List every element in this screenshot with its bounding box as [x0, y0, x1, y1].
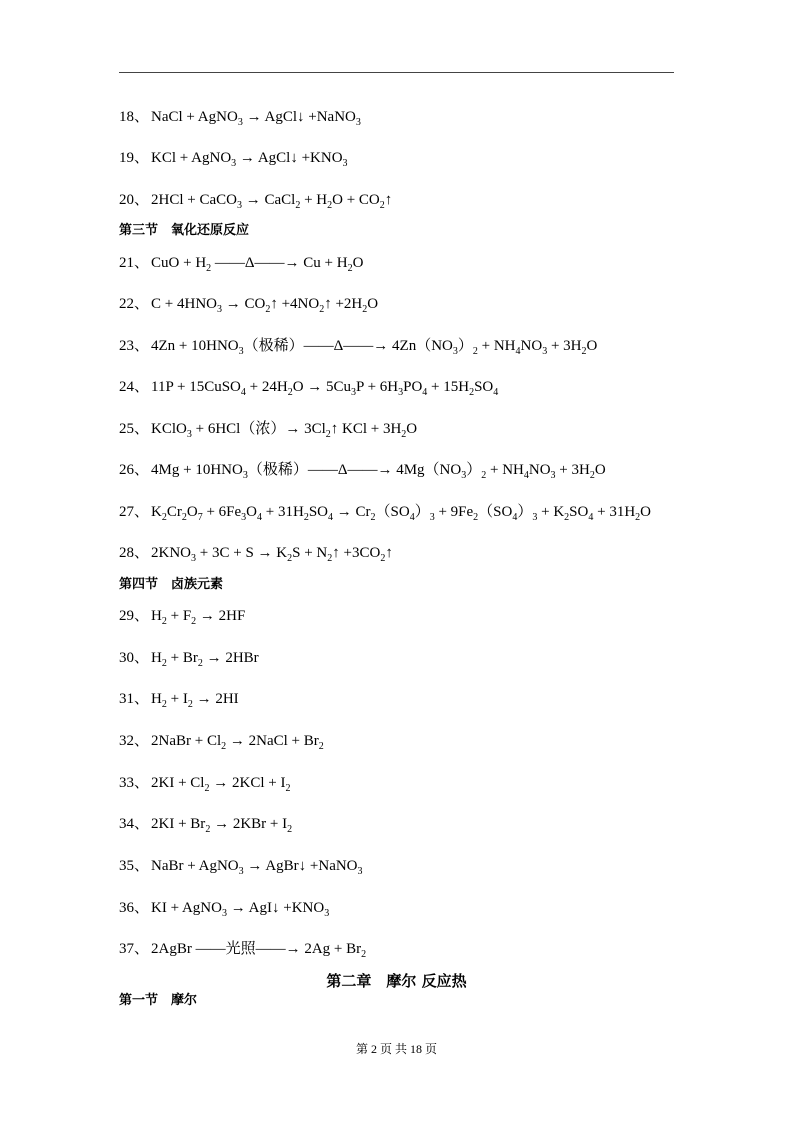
- section-heading-4: 第四节 卤族元素: [119, 577, 224, 592]
- reaction-22: 22、 $C + 4HNO_3$ → $CO_2↑$ $+4NO_2↑ +2H_2O$: [119, 296, 379, 315]
- equation: $2KNO_3 + 3C + S \to K_2S$ + $N_2↑$ $+3CO_2↑$: [151, 545, 393, 564]
- reaction-23: 23、 $4Zn + 10HNO_3$（极稀）——Δ——→ $4Zn(NO_3)_2 + NH_4NO_3 + 3H_2O$: [119, 338, 598, 357]
- section-heading-3: 第三节 氧化还原反应: [119, 223, 250, 238]
- equation: $H_2 + F_2 \to 2HF$: [151, 608, 246, 627]
- equation: $4Zn + 10HNO_3$（极稀）——Δ——→ $4Zn(NO_3)_2 + NH_4NO_3 + 3H_2O$: [151, 338, 598, 357]
- equation: $2KI + Cl_2 \to 2KCl + I_2$: [151, 775, 291, 794]
- equation: NaBr + AgNO$_3$ → AgBr↓ +NaNO$_3$: [151, 858, 363, 877]
- equation: $H_2 + Br_2 \to 2HBr$: [151, 650, 259, 669]
- reaction-24: 24、 11P + 15CuSO$_4$ + $24H_2O \to 5Cu_3P + 6H_3PO_4 + 15H_2SO_4$: [119, 379, 499, 398]
- equation: $2KI + Br_2 \to 2KBr + I_2$: [151, 816, 293, 835]
- equation: KI + AgNO$_3$ → AgI↓ $+KNO_3$: [151, 900, 330, 919]
- reaction-19: 19、 KCl + AgNO$_3$ → AgCl↓ $+KNO_3$: [119, 150, 348, 169]
- reaction-21: 21、 CuO + $H_2$ ——Δ——→ $Cu + H_2O$: [119, 255, 364, 274]
- section-heading-c2s1: 第一节 摩尔: [119, 993, 198, 1008]
- equation: 2NaBr + $Cl_2$ → 2NaCl + $Br_2$: [151, 733, 324, 752]
- reaction-36: 36、 KI + AgNO$_3$ → AgI↓ $+KNO_3$: [119, 900, 330, 919]
- equation: $H_2 + I_2 \to 2HI$: [151, 691, 239, 710]
- reaction-26: 26、 $4Mg + 10HNO_3$（极稀）——Δ——→ $4Mg(NO_3)_2 + NH_4NO_3 + 3H_2O$: [119, 462, 606, 481]
- equation: $C + 4HNO_3$ → $CO_2↑$ $+4NO_2↑ +2H_2O$: [151, 296, 379, 315]
- reaction-20: 20、 2HCl + CaCO$_3$ → CaCl$_2$ + $H_2O$ + $CO_2↑$: [119, 192, 393, 211]
- equation: $K_2Cr_2O_7 + 6Fe_3O_4 + 31H_2SO_4 \to Cr_2(SO_4)_3 + 9Fe_2(SO_4)_3 + K_2SO_4 + 31H_2O$: [151, 504, 651, 523]
- page-footer: 第 2 页 共 18 页: [355, 1042, 437, 1056]
- reaction-35: 35、 NaBr + AgNO$_3$ → AgBr↓ +NaNO$_3$: [119, 858, 363, 877]
- equation: $4Mg + 10HNO_3$（极稀）——Δ——→ $4Mg(NO_3)_2 + NH_4NO_3 + 3H_2O$: [151, 462, 606, 481]
- header-rule: [119, 72, 674, 73]
- chapter-title: 第二章 摩尔 反应热: [326, 972, 467, 990]
- reaction-30: 30、 $H_2 + Br_2 \to 2HBr$: [119, 650, 259, 669]
- reaction-18: 18、 NaCl + AgNO$_3$ → AgCl↓ +NaNO$_3$: [119, 109, 361, 128]
- reaction-29: 29、 $H_2 + F_2 \to 2HF$: [119, 608, 246, 627]
- reaction-33: 33、 $2KI + Cl_2 \to 2KCl + I_2$: [119, 775, 291, 794]
- reaction-31: 31、 $H_2 + I_2 \to 2HI$: [119, 691, 239, 710]
- equation: 11P + 15CuSO$_4$ + $24H_2O \to 5Cu_3P + 6H_3PO_4 + 15H_2SO_4$: [151, 379, 499, 398]
- reaction-28: 28、 $2KNO_3 + 3C + S \to K_2S$ + $N_2↑$ $+3CO_2↑$: [119, 545, 393, 564]
- equation: 2AgBr ——光照——→ $2Ag + Br_2$: [151, 941, 367, 960]
- reaction-32: 32、 2NaBr + $Cl_2$ → 2NaCl + $Br_2$: [119, 733, 324, 752]
- equation: NaCl + AgNO$_3$ → AgCl↓ +NaNO$_3$: [151, 109, 361, 128]
- equation: CuO + $H_2$ ——Δ——→ $Cu + H_2O$: [151, 255, 364, 274]
- reaction-27: 27、 $K_2Cr_2O_7 + 6Fe_3O_4 + 31H_2SO_4 \to Cr_2(SO_4)_3 + 9Fe_2(SO_4)_3 + K_2SO_4 + 31H_2O$: [119, 504, 651, 523]
- reaction-34: 34、 $2KI + Br_2 \to 2KBr + I_2$: [119, 816, 293, 835]
- reaction-37: 37、 2AgBr ——光照——→ $2Ag + Br_2$: [119, 941, 367, 960]
- equation: 2HCl + CaCO$_3$ → CaCl$_2$ + $H_2O$ + $CO_2↑$: [151, 192, 393, 211]
- equation: KClO$_3$ + 6HCl（浓）→ $3Cl_2↑$ KCl + $3H_2O$: [151, 421, 418, 440]
- reaction-25: 25、 KClO$_3$ + 6HCl（浓）→ $3Cl_2↑$ KCl + $3H_2O$: [119, 421, 418, 440]
- equation: KCl + AgNO$_3$ → AgCl↓ $+KNO_3$: [151, 150, 348, 169]
